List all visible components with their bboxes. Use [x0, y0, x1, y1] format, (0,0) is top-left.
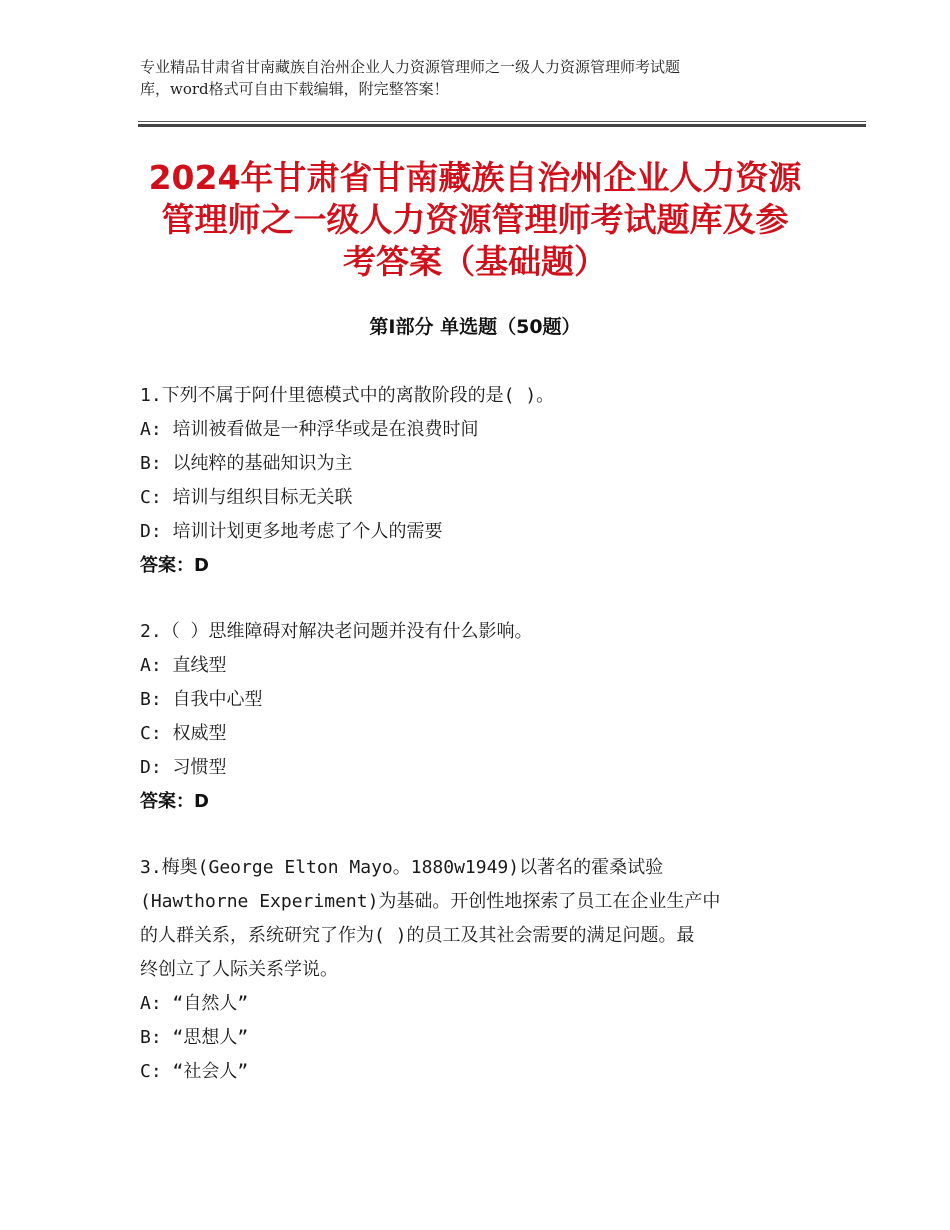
header-divider-thick — [138, 124, 866, 127]
option-b: B: “思想人” — [140, 1027, 249, 1048]
header-note — [140, 56, 830, 100]
answer-label: 答案：D — [140, 791, 209, 812]
title-line-3: 考答案（基础题） — [343, 242, 607, 281]
section-heading: 第Ⅰ部分 单选题（50题） — [369, 316, 581, 338]
option-b: B: 以纯粹的基础知识为主 — [140, 453, 353, 474]
option-c: C: 权威型 — [140, 723, 227, 744]
option-c: C: 培训与组织目标无关联 — [140, 487, 353, 508]
document-title — [120, 157, 830, 283]
option-b: B: 自我中心型 — [140, 689, 263, 710]
answer-label: 答案：D — [140, 555, 209, 576]
title-line-2: 管理师之一级人力资源管理师考试题库及参 — [161, 200, 789, 239]
title-line-1: 2024年甘肃省甘南藏族自治州企业人力资源 — [148, 158, 802, 197]
question-2 — [140, 615, 820, 819]
header-note-line-2: 库，word格式可自由下载编辑，附完整答案！ — [140, 80, 449, 98]
option-a: A: 培训被看做是一种浮华或是在浪费时间 — [140, 419, 479, 440]
question-stem-line-2: (Hawthorne Experiment)为基础。开创性地探索了员工在企业生产中 — [140, 891, 721, 912]
question-stem-line-1: 3.梅奥(George Elton Mayo。1880w1949)以著名的霍桑试验 — [140, 857, 664, 878]
option-d: D: 习惯型 — [140, 757, 227, 778]
question-stem: 1.下列不属于阿什里德模式中的离散阶段的是( )。 — [140, 385, 555, 406]
header-note-line-1: 专业精品甘肃省甘南藏族自治州企业人力资源管理师之一级人力资源管理师考试题 — [140, 58, 681, 76]
question-stem-line-3: 的人群关系，系统研究了作为( )的员工及其社会需要的满足问题。最 — [140, 925, 695, 946]
question-list — [140, 379, 820, 1121]
question-3 — [140, 851, 820, 1089]
question-stem: 2.（ ）思维障碍对解决老问题并没有什么影响。 — [140, 621, 533, 642]
question-1 — [140, 379, 820, 583]
header-divider-thin — [138, 121, 866, 122]
question-stem-line-4: 终创立了人际关系学说。 — [140, 959, 338, 980]
option-a: A: “自然人” — [140, 993, 249, 1014]
option-d: D: 培训计划更多地考虑了个人的需要 — [140, 521, 443, 542]
option-a: A: 直线型 — [140, 655, 227, 676]
option-c: C: “社会人” — [140, 1061, 249, 1082]
